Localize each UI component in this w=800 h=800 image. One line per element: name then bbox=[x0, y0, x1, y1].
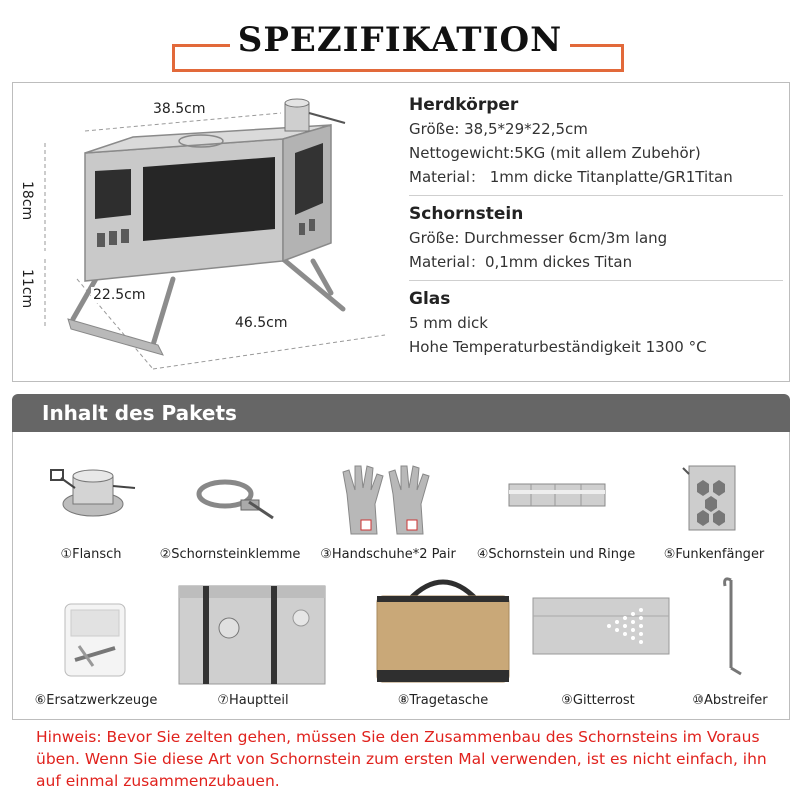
spec-heading: Herdkörper bbox=[409, 95, 519, 115]
package-item-grate bbox=[523, 576, 673, 710]
title-frame-left bbox=[172, 44, 234, 72]
package-item-main-body bbox=[167, 576, 339, 710]
package-item-label: ⑥Ersatzwerkzeuge bbox=[34, 693, 158, 708]
spec-line: 5 mm dick bbox=[409, 314, 488, 332]
page-title: SPEZIFIKATION bbox=[230, 16, 570, 64]
package-item-label: ⑦Hauptteil bbox=[217, 693, 289, 708]
flange-icon bbox=[31, 454, 151, 540]
package-item-scraper bbox=[675, 570, 785, 710]
package-item-label: ②Schornsteinklemme bbox=[159, 547, 301, 562]
chimney-clamp-icon bbox=[155, 454, 305, 540]
package-item-spare-tools bbox=[31, 576, 161, 710]
package-item-clamp bbox=[155, 454, 305, 564]
spec-line: Material：0,1mm dickes Titan bbox=[409, 253, 633, 271]
title-underline bbox=[172, 69, 624, 72]
spec-heading: Schornstein bbox=[409, 204, 524, 224]
dim-width-top: 38.5cm bbox=[153, 101, 206, 117]
package-title: Inhalt des Pakets bbox=[42, 401, 237, 425]
carry-bag-icon bbox=[365, 570, 521, 686]
package-item-label: ⑩Abstreifer bbox=[692, 693, 768, 708]
package-item-spark-arrestor bbox=[649, 454, 779, 564]
spec-line: Hohe Temperaturbeständigkeit 1300 °C bbox=[409, 338, 707, 356]
chimney-pipe-icon bbox=[471, 454, 641, 540]
spec-section-glass bbox=[409, 287, 783, 365]
package-item-label: ⑤Funkenfänger bbox=[663, 547, 765, 562]
package-item-label: ⑨Gitterrost bbox=[561, 693, 635, 708]
main-body-icon bbox=[167, 576, 339, 686]
spec-line: Material： 1mm dicke Titanplatte/GR1Titan bbox=[409, 168, 733, 186]
dim-height-body: 18cm bbox=[19, 181, 35, 221]
package-item-flange bbox=[31, 454, 151, 564]
spec-line: Größe: Durchmesser 6cm/3m lang bbox=[409, 229, 668, 247]
package-item-label: ⑧Tragetasche bbox=[397, 693, 489, 708]
spec-list bbox=[409, 93, 783, 371]
stove-diagram bbox=[13, 83, 393, 381]
spec-heading: Glas bbox=[409, 289, 451, 309]
dim-depth: 22.5cm bbox=[93, 287, 146, 303]
package-item-label: ①Flansch bbox=[60, 547, 122, 562]
package-item-label: ③Handschuhe*2 Pair bbox=[320, 547, 456, 562]
package-item-label: ④Schornstein und Ringe bbox=[476, 547, 636, 562]
package-item-carry-bag bbox=[365, 570, 521, 710]
gloves-icon bbox=[313, 454, 463, 540]
spare-tools-icon bbox=[31, 576, 161, 686]
title-banner bbox=[0, 0, 800, 80]
grate-icon bbox=[523, 576, 673, 686]
assembly-note: Hinweis: Bevor Sie zelten gehen, müssen Sie den Zusammenbau des Schornsteins im Voraus üben. Wenn Sie diese Art von Schornstein zum ersten Mal verwenden, ist es nicht einfach, ihn auf einmal zusammenzubauen. bbox=[36, 728, 767, 790]
dim-length: 46.5cm bbox=[235, 315, 288, 331]
package-panel bbox=[12, 432, 790, 720]
package-item-chimney bbox=[471, 454, 641, 564]
package-header bbox=[12, 394, 790, 432]
spec-line: Nettogewicht:5KG (mit allem Zubehör) bbox=[409, 144, 701, 162]
package-item-gloves bbox=[313, 454, 463, 564]
spec-section-stove bbox=[409, 93, 783, 196]
spec-section-chimney bbox=[409, 202, 783, 281]
scraper-icon bbox=[675, 570, 785, 686]
stove-illustration-icon bbox=[13, 83, 393, 381]
specification-panel bbox=[12, 82, 790, 382]
spec-line: Größe: 38,5*29*22,5cm bbox=[409, 120, 588, 138]
dim-height-legs: 11cm bbox=[19, 269, 35, 309]
spark-arrestor-icon bbox=[649, 454, 779, 540]
